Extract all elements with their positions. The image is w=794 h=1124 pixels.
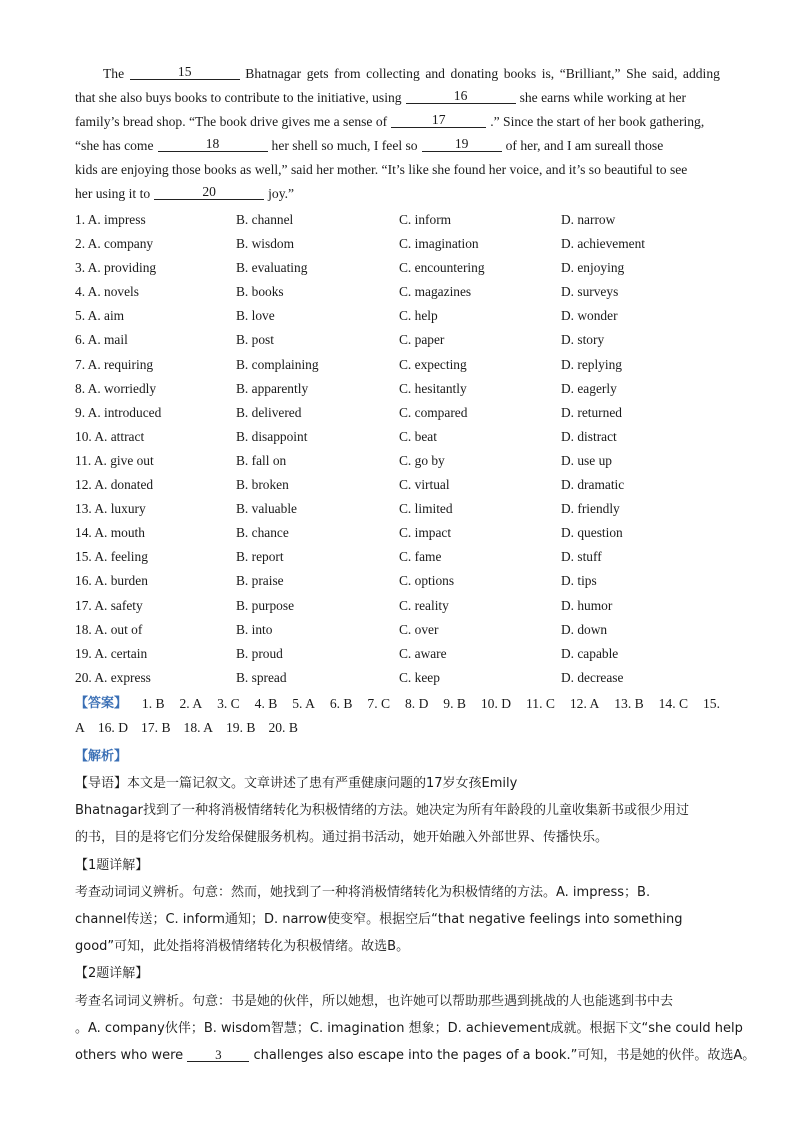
options-list — [75, 208, 735, 690]
blank-19: 19 — [422, 134, 502, 152]
option-c: C. limited — [399, 501, 453, 517]
option-c: C. paper — [399, 332, 445, 348]
option-c: C. inform — [399, 212, 452, 227]
option-a: 20. A. express — [75, 669, 151, 685]
option-d: D. friendly — [561, 501, 620, 517]
q1-heading: 【1题详解】 — [75, 858, 149, 873]
option-row — [75, 232, 735, 256]
option-d: D. enjoying — [561, 260, 625, 276]
passage-line-4: “she has come 18 her shell so much, I feel so 19 of her, and I am sureall those — [75, 136, 664, 153]
option-row — [75, 545, 735, 569]
option-c: C. aware — [399, 645, 447, 661]
option-b: B. spread — [236, 669, 287, 685]
option-row — [75, 618, 735, 642]
answer-row-2: A 16. D 17. B 18. A 19. B 20. B — [75, 720, 298, 735]
option-d: D. question — [561, 525, 623, 541]
option-b: B. report — [236, 549, 284, 565]
option-a: 19. A. certain — [75, 645, 148, 661]
passage-line-1: The 15 Bhatnagar gets from collecting and donating books is, “Brilliant,” She said, adding — [103, 64, 720, 81]
option-c: C. impact — [399, 525, 452, 541]
option-a: 6. A. mail — [75, 332, 128, 348]
guide-line-1: 【导语】本文是一篇记叙文。文章讲述了患有严重健康问题的17岁女孩Emily — [75, 776, 518, 791]
q1-line-3: good”可知，此处指将消极情绪转化为积极情绪。故选B。 — [75, 939, 410, 954]
answer-row-1: 【答案】 1. B 2. A 3. C 4. B 5. A 6. B 7. C 8. D 9. B 10. D 11. C 12. A 13. B 14. C 15. — [75, 692, 720, 716]
option-c: C. options — [399, 573, 455, 589]
option-a: 12. A. donated — [75, 477, 154, 493]
blank-16: 16 — [406, 86, 516, 104]
option-d: D. achievement — [561, 236, 646, 252]
option-c: C. beat — [399, 428, 437, 444]
option-b: B. proud — [236, 645, 283, 661]
option-row — [75, 256, 735, 280]
option-b: B. love — [236, 308, 275, 324]
option-row — [75, 449, 735, 473]
option-b: B. disappoint — [236, 428, 308, 444]
q1-line-2: channel传送；C. inform通知；D. narrow使变窄。根据空后“that negative feelings into something — [75, 912, 683, 927]
option-d: D. wonder — [561, 308, 618, 324]
option-b: B. into — [236, 621, 273, 637]
blank-20: 20 — [154, 182, 264, 200]
option-d: D. humor — [561, 597, 613, 613]
q2-line-2: 。A. company伙伴；B. wisdom智慧；C. imagination 想象；D. achievement成就。根据下文“she could help — [75, 1021, 743, 1036]
option-d: D. stuff — [561, 549, 602, 565]
guide-line-2: Bhatnagar找到了一种将消极情绪转化为积极情绪的方法。她决定为所有年龄段的儿童收集新书或很少用过 — [75, 803, 689, 818]
option-a: 1. A. impress — [75, 212, 146, 227]
passage-line-5: kids are enjoying those books as well,” said her mother. “It’s like she found her voice, and it’s so beautiful to see — [75, 162, 688, 177]
option-c: C. expecting — [399, 356, 467, 372]
blank-3: 3 — [187, 1046, 249, 1062]
option-a: 8. A. worriedly — [75, 380, 157, 396]
option-a: 18. A. out of — [75, 621, 143, 637]
option-b: B. fall on — [236, 452, 287, 468]
option-d: D. narrow — [561, 212, 616, 227]
answer-block — [75, 692, 720, 740]
option-b: B. purpose — [236, 597, 295, 613]
option-row — [75, 328, 735, 352]
q2-line-3: others who were 3 challenges also escape into the pages of a book.”可知，书是她的伙伴。故选A。 — [75, 1047, 756, 1063]
option-c: C. reality — [399, 597, 449, 613]
option-a: 3. A. providing — [75, 260, 157, 276]
option-c: C. fame — [399, 549, 442, 565]
option-a: 14. A. mouth — [75, 525, 145, 541]
blank-17: 17 — [391, 110, 486, 128]
option-b: B. post — [236, 332, 274, 348]
option-a: 5. A. aim — [75, 308, 125, 324]
option-b: B. wisdom — [236, 236, 295, 252]
option-b: B. channel — [236, 212, 294, 227]
option-d: D. decrease — [561, 669, 624, 685]
blank-18: 18 — [158, 134, 268, 152]
option-row — [75, 401, 735, 425]
option-c: C. magazines — [399, 284, 472, 300]
option-row — [75, 208, 735, 232]
option-row — [75, 473, 735, 497]
option-d: D. eagerly — [561, 380, 617, 396]
option-c: C. virtual — [399, 477, 450, 493]
option-b: B. apparently — [236, 380, 309, 396]
option-b: B. delivered — [236, 404, 302, 420]
option-c: C. compared — [399, 404, 468, 420]
option-row — [75, 642, 735, 666]
passage-line-2: that she also buys books to contribute to the initiative, using 16 she earns while working at her — [75, 88, 687, 105]
option-d: D. tips — [561, 573, 597, 589]
option-b: B. evaluating — [236, 260, 308, 276]
option-d: D. capable — [561, 645, 619, 661]
passage-line-6: her using it to 20 joy.” — [75, 184, 295, 201]
option-a: 2. A. company — [75, 236, 154, 252]
option-b: B. broken — [236, 477, 289, 493]
option-a: 15. A. feeling — [75, 549, 148, 565]
option-d: D. returned — [561, 404, 622, 420]
option-b: B. books — [236, 284, 284, 300]
q2-line-1: 考查名词词义辨析。句意：书是她的伙伴，所以她想，也许她可以帮助那些遇到挑战的人也能逃到书中去 — [75, 994, 674, 1009]
option-row — [75, 497, 735, 521]
option-d: D. use up — [561, 452, 612, 468]
q2-heading: 【2题详解】 — [75, 966, 149, 981]
option-row — [75, 521, 735, 545]
option-b: B. complaining — [236, 356, 319, 372]
blank-15: 15 — [130, 62, 240, 80]
option-b: B. valuable — [236, 501, 297, 517]
option-d: D. story — [561, 332, 605, 348]
guide-line-3: 的书，目的是将它们分发给保健服务机构。通过捐书活动，她开始融入外部世界、传播快乐。 — [75, 830, 609, 845]
option-d: D. dramatic — [561, 477, 625, 493]
option-row — [75, 594, 735, 618]
option-a: 4. A. novels — [75, 284, 139, 300]
option-c: C. hesitantly — [399, 380, 467, 396]
option-row — [75, 377, 735, 401]
option-c: C. encountering — [399, 260, 485, 276]
option-c: C. keep — [399, 669, 440, 685]
analysis-heading: 【解析】 — [75, 749, 128, 764]
passage-line-3: family’s bread shop. “The book drive gives me a sense of 17 .” Since the start of her book gathering, — [75, 112, 705, 129]
answer-tag: 【答案】 — [75, 696, 128, 711]
option-row — [75, 569, 735, 593]
option-row — [75, 666, 735, 690]
option-b: B. praise — [236, 573, 284, 589]
option-c: C. help — [399, 308, 438, 324]
option-a: 10. A. attract — [75, 428, 145, 444]
option-a: 17. A. safety — [75, 597, 143, 613]
option-c: C. go by — [399, 452, 445, 468]
q1-line-1: 考查动词词义辨析。句意：然而，她找到了一种将消极情绪转化为积极情绪的方法。A. impress；B. — [75, 885, 651, 900]
option-c: C. over — [399, 621, 439, 637]
option-row — [75, 280, 735, 304]
option-row — [75, 353, 735, 377]
option-d: D. surveys — [561, 284, 619, 300]
option-row — [75, 304, 735, 328]
option-a: 9. A. introduced — [75, 404, 162, 420]
option-d: D. down — [561, 621, 608, 637]
option-b: B. chance — [236, 525, 289, 541]
option-a: 11. A. give out — [75, 452, 154, 468]
option-a: 7. A. requiring — [75, 356, 154, 372]
option-d: D. distract — [561, 428, 617, 444]
passage — [75, 62, 720, 206]
option-c: C. imagination — [399, 236, 479, 252]
option-a: 16. A. burden — [75, 573, 148, 589]
option-d: D. replying — [561, 356, 622, 372]
option-a: 13. A. luxury — [75, 501, 146, 517]
option-row — [75, 425, 735, 449]
